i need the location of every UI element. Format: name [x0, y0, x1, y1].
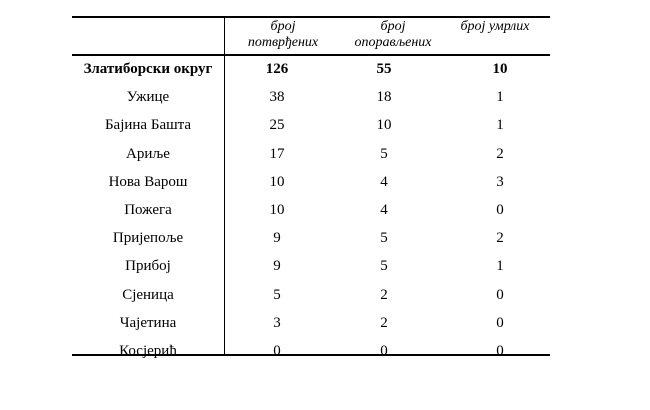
header-deaths — [440, 19, 550, 35]
cell-recovered: 10 — [376, 117, 392, 134]
cell-recovered: 4 — [380, 173, 388, 190]
header-recovered — [338, 19, 448, 51]
cell-deaths: 2 — [496, 145, 504, 162]
cell-recovered: 0 — [380, 343, 388, 359]
table-row — [72, 140, 550, 168]
table-row — [72, 168, 550, 196]
header-confirmed-line-2: потврђених — [247, 35, 319, 50]
cell-municipality: Златиборски округ — [83, 61, 213, 77]
cell-confirmed: 10 — [269, 173, 285, 190]
cell-municipality: Косјерић — [119, 343, 177, 359]
cell-deaths: 0 — [496, 202, 504, 218]
table-row — [72, 281, 550, 309]
header-recovered-line-1: број — [380, 19, 406, 34]
cell-confirmed: 25 — [269, 117, 285, 134]
cell-municipality: Пријепоље — [112, 230, 184, 247]
cell-municipality: Чајетина — [119, 314, 177, 331]
cell-deaths: 0 — [496, 286, 504, 303]
header-confirmed-line-1: број — [270, 19, 296, 34]
cell-municipality: Сјеница — [122, 286, 174, 303]
table-row — [72, 224, 550, 252]
statistics-table — [72, 16, 550, 359]
table-row — [72, 196, 550, 224]
table-row — [72, 309, 550, 337]
header-confirmed — [228, 19, 338, 51]
cell-recovered: 5 — [380, 258, 388, 275]
cell-recovered: 4 — [380, 202, 388, 218]
cell-confirmed: 17 — [269, 145, 285, 162]
table-row — [72, 337, 550, 365]
cell-confirmed: 10 — [269, 202, 285, 218]
cell-confirmed: 38 — [269, 89, 285, 106]
cell-recovered: 2 — [380, 286, 388, 303]
cell-deaths: 1 — [496, 89, 504, 106]
cell-municipality: Ужице — [126, 89, 170, 106]
cell-recovered: 5 — [380, 145, 388, 162]
cell-municipality: Нова Варош — [108, 173, 188, 190]
header-deaths-line-1: број умрлих — [460, 19, 530, 34]
cell-municipality: Пожега — [124, 202, 172, 218]
cell-confirmed: 126 — [265, 61, 289, 77]
cell-municipality: Бајина Башта — [104, 117, 192, 134]
cell-deaths: 10 — [492, 61, 508, 77]
table-row — [72, 83, 550, 111]
cell-deaths: 2 — [496, 230, 504, 247]
table-row-total — [72, 55, 550, 83]
cell-recovered: 2 — [380, 314, 388, 331]
cell-municipality: Ариље — [126, 145, 170, 162]
cell-deaths: 3 — [496, 173, 504, 190]
cell-recovered: 18 — [376, 89, 392, 106]
table-row — [72, 252, 550, 280]
header-recovered-line-2: опорављених — [354, 35, 432, 50]
cell-confirmed: 9 — [273, 230, 281, 247]
cell-recovered: 5 — [380, 230, 388, 247]
cell-deaths: 0 — [496, 314, 504, 331]
cell-confirmed: 0 — [273, 343, 281, 359]
cell-deaths: 0 — [496, 343, 504, 359]
table-top-rule — [72, 16, 550, 18]
table-row — [72, 111, 550, 139]
cell-deaths: 1 — [496, 117, 504, 134]
cell-deaths: 1 — [496, 258, 504, 275]
cell-confirmed: 9 — [273, 258, 281, 275]
cell-confirmed: 3 — [273, 314, 281, 331]
cell-recovered: 55 — [376, 61, 392, 77]
cell-confirmed: 5 — [273, 286, 281, 303]
cell-municipality: Прибој — [125, 258, 171, 275]
